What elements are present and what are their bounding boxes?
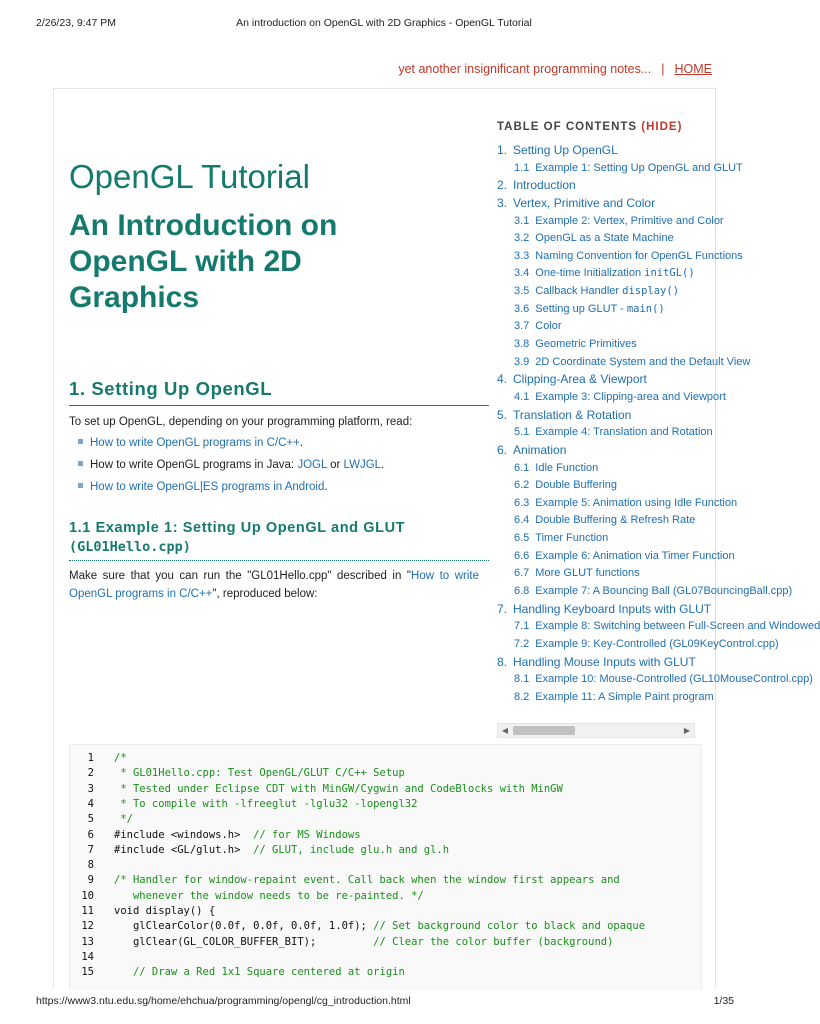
print-page-number: 1/35	[713, 995, 734, 1007]
line-number: 6	[87, 828, 94, 841]
code-line: 1 /*	[70, 751, 94, 766]
bullet-marker	[78, 461, 83, 466]
line-number: 14	[81, 950, 94, 963]
code-line: 9 /* Handler for window-repaint event. Call back when the window first appears and	[70, 873, 94, 888]
toc-item[interactable]: 5.1 Example 4: Translation and Rotation	[514, 426, 713, 439]
link-lwjgl[interactable]: LWJGL	[343, 459, 382, 471]
toc-item[interactable]: 6.8 Example 7: A Bouncing Ball (GL07BouncingBall.cpp)	[514, 585, 793, 598]
toc-item[interactable]: 4.1 Example 3: Clipping-area and Viewport	[514, 390, 726, 403]
toc-item[interactable]: 8. Handling Mouse Inputs with GLUT	[497, 654, 696, 669]
table-of-contents	[497, 121, 820, 738]
toc-item[interactable]: 8.2 Example 11: A Simple Paint program	[514, 690, 714, 703]
print-datetime: 2/26/23, 9:47 PM	[36, 17, 116, 29]
link-opengl-c-cpp-inline[interactable]: How to write OpenGL programs in C/C++	[69, 570, 479, 600]
line-number: 3	[87, 782, 94, 795]
scroll-left-arrow-icon[interactable]: ◀	[501, 726, 509, 735]
toc-item[interactable]: 3.9 2D Coordinate System and the Default View	[514, 355, 751, 368]
section-heading-example-1: 1.1 Example 1: Setting Up OpenGL and GLUT (GL01Hello.cpp)	[69, 519, 489, 561]
toc-item[interactable]: 2. Introduction	[497, 178, 576, 193]
toc-item[interactable]: 7.2 Example 9: Key-Controlled (GL09KeyControl.cpp)	[514, 637, 779, 650]
top-nav	[398, 62, 712, 76]
toc-item[interactable]: 3.7 Color	[514, 320, 562, 333]
code-line: 2 * GL01Hello.cpp: Test OpenGL/GLUT C/C++ Setup	[70, 766, 94, 781]
toc-item[interactable]: 6.5 Timer Function	[514, 532, 609, 545]
page-title: OpenGL Tutorial	[69, 158, 310, 195]
toc-item[interactable]: 3.6 Setting up GLUT - main()	[514, 302, 665, 315]
bullet-marker	[78, 483, 83, 488]
toc-item[interactable]: 3.1 Example 2: Vertex, Primitive and Color	[514, 214, 724, 227]
toc-item[interactable]: 6.6 Example 6: Animation via Timer Function	[514, 549, 735, 562]
scroll-right-arrow-icon[interactable]: ▶	[683, 726, 691, 735]
example-intro-text: Make sure that you can run the "GL01Hello.cpp" described in "How to write OpenGL programs in C/C++", reproduced below:	[69, 570, 479, 600]
line-number: 4	[87, 797, 94, 810]
code-line: 4 * To compile with -lfreeglut -lglu32 -lopengl32	[70, 797, 94, 812]
toc-item[interactable]: 3.8 Geometric Primitives	[514, 338, 637, 351]
toc-horizontal-scrollbar[interactable]	[497, 723, 695, 738]
line-number: 12	[81, 920, 94, 933]
print-footer	[0, 995, 768, 1009]
home-link[interactable]: HOME	[674, 62, 712, 76]
list-item: How to write OpenGL programs in Java: JOGL or LWJGL.	[78, 459, 384, 471]
code-line: 11 void display() {	[70, 904, 94, 919]
code-line: 7 #include <GL/glut.h> // GLUT, include glu.h and gl.h	[70, 843, 94, 858]
toc-item[interactable]: 7.1 Example 8: Switching between Full-Screen and Windowed	[514, 620, 820, 633]
line-number: 8	[87, 859, 94, 872]
toc-item[interactable]: 4. Clipping-Area & Viewport	[497, 372, 647, 387]
toc-heading: TABLE OF CONTENTS (HIDE)	[497, 121, 683, 133]
toc-item[interactable]: 6.2 Double Buffering	[514, 479, 618, 492]
code-line: 5 */	[70, 812, 94, 827]
example-filename: (GL01Hello.cpp)	[69, 539, 191, 555]
scrollbar-thumb[interactable]	[513, 726, 575, 735]
print-page-title: An introduction on OpenGL with 2D Graphics - OpenGL Tutorial	[236, 17, 532, 29]
toc-item[interactable]: 6. Animation	[497, 442, 567, 457]
list-item: How to write OpenGL programs in C/C++.	[78, 437, 303, 449]
code-line: 6 #include <windows.h> // for MS Windows	[70, 828, 94, 843]
page-subtitle: An Introduction on OpenGL with 2D Graphics	[69, 209, 338, 314]
nav-separator: |	[661, 62, 665, 76]
section-heading-setting-up-opengl: 1. Setting Up OpenGL	[69, 378, 489, 406]
bullet-marker	[78, 439, 83, 444]
line-number: 11	[81, 905, 94, 917]
section-intro-text: To set up OpenGL, depending on your programming platform, read:	[69, 416, 413, 428]
line-number: 1	[87, 752, 94, 764]
code-line: 12 glClearColor(0.0f, 0.0f, 0.0f, 1.0f); // Set background color to black and opaque	[70, 919, 94, 934]
toc-item[interactable]: 6.4 Double Buffering & Refresh Rate	[514, 514, 696, 527]
toc-item[interactable]: 8.1 Example 10: Mouse-Controlled (GL10MouseControl.cpp)	[514, 673, 813, 686]
line-number: 5	[87, 813, 94, 826]
link-opengl-es-android[interactable]: How to write OpenGL|ES programs in Android	[90, 481, 325, 493]
line-number: 15	[81, 966, 94, 979]
line-number: 10	[81, 889, 94, 902]
toc-item[interactable]: 6.7 More GLUT functions	[514, 567, 640, 580]
toc-item[interactable]: 5. Translation & Rotation	[497, 407, 632, 422]
toc-item[interactable]: 1.1 Example 1: Setting Up OpenGL and GLUT	[514, 161, 743, 174]
toc-item[interactable]: 6.1 Idle Function	[514, 461, 599, 474]
line-number: 2	[87, 767, 94, 780]
code-line	[70, 858, 94, 873]
site-tagline: yet another insignificant programming notes...	[398, 62, 652, 76]
code-line	[70, 950, 94, 965]
code-line: 15 // Draw a Red 1x1 Square centered at origin	[70, 965, 94, 980]
line-number: 7	[87, 843, 94, 856]
link-jogl[interactable]: JOGL	[297, 459, 327, 471]
toc-item[interactable]: 3.4 One-time Initialization initGL()	[514, 267, 695, 280]
toc-item[interactable]: 7. Handling Keyboard Inputs with GLUT	[497, 601, 712, 616]
code-listing	[69, 744, 702, 990]
link-opengl-c-cpp[interactable]: How to write OpenGL programs in C/C++	[90, 437, 300, 449]
toc-item[interactable]: 6.3 Example 5: Animation using Idle Function	[514, 496, 738, 509]
toc-item[interactable]: 3.3 Naming Convention for OpenGL Functions	[514, 249, 743, 262]
print-url: https://www3.ntu.edu.sg/home/ehchua/programming/opengl/cg_introduction.html	[36, 995, 411, 1007]
toc-list	[497, 142, 820, 707]
list-item: How to write OpenGL|ES programs in Android.	[78, 481, 328, 493]
toc-item[interactable]: 3.2 OpenGL as a State Machine	[514, 232, 674, 245]
toc-item[interactable]: 3. Vertex, Primitive and Color	[497, 195, 656, 210]
code-line: 13 glClear(GL_COLOR_BUFFER_BIT); // Clear the color buffer (background)	[70, 935, 94, 950]
toc-item[interactable]: 1. Setting Up OpenGL	[497, 143, 618, 157]
line-number: 9	[87, 874, 94, 887]
print-header	[0, 17, 768, 31]
toc-item[interactable]: 3.5 Callback Handler display()	[514, 285, 680, 298]
code-line: 3 * Tested under Eclipse CDT with MinGW/Cygwin and CodeBlocks with MinGW	[70, 782, 94, 797]
code-line: 10 whenever the window needs to be re-painted. */	[70, 889, 94, 904]
line-number: 13	[81, 935, 94, 948]
toc-hide-toggle[interactable]: (HIDE)	[641, 121, 683, 133]
